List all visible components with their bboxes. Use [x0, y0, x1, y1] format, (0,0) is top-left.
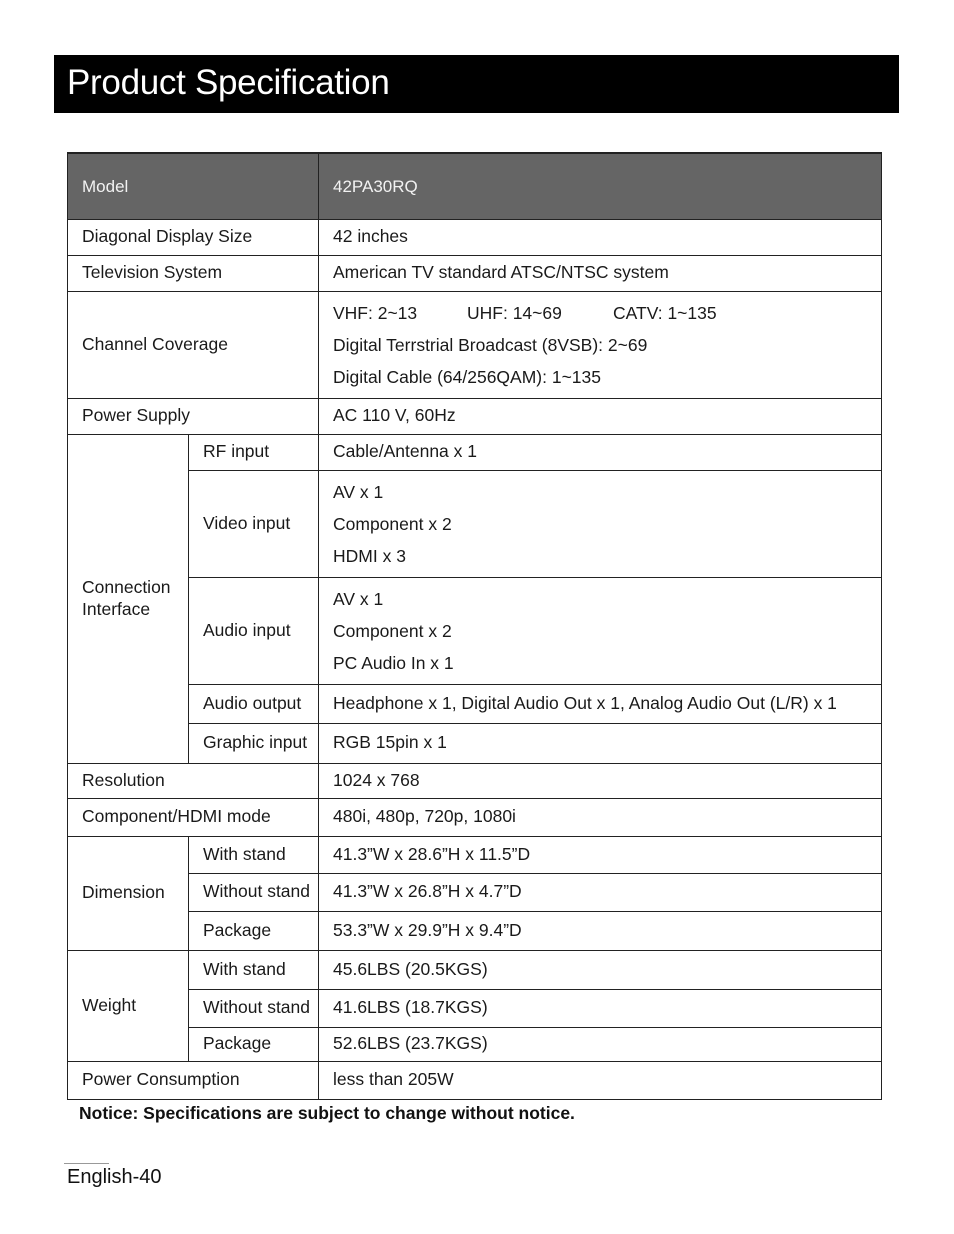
table-row [68, 911, 882, 950]
row-value: 480i, 480p, 720p, 1080i [319, 798, 882, 836]
audio-input-value [319, 577, 882, 684]
sub-label: Audio input [189, 577, 319, 684]
channel-coverage-value [319, 291, 882, 398]
row-label: Channel Coverage [68, 291, 319, 398]
table-row [68, 219, 882, 255]
sub-label: Package [189, 1027, 319, 1061]
sub-label: Audio output [189, 684, 319, 723]
value-line: Component x 2 [333, 513, 452, 534]
table-header-row [68, 153, 882, 219]
row-value: 42 inches [319, 219, 882, 255]
row-value: 1024 x 768 [319, 763, 882, 798]
spec-table [67, 152, 882, 1100]
table-row [68, 763, 882, 798]
table-row [68, 291, 882, 398]
dimension-label: Dimension [68, 836, 189, 950]
connection-interface-label [68, 434, 189, 763]
group-label-line: Connection [82, 576, 171, 597]
table-row [68, 1027, 882, 1061]
row-label: Resolution [68, 763, 319, 798]
row-value: RGB 15pin x 1 [319, 723, 882, 763]
page-number: English-40 [67, 1166, 162, 1188]
digital-cable-value: Digital Cable (64/256QAM): 1~135 [333, 366, 601, 387]
row-value: less than 205W [319, 1061, 882, 1099]
row-label: Power Consumption [68, 1061, 319, 1099]
sub-label: Package [189, 911, 319, 950]
table-row [68, 989, 882, 1027]
table-row [68, 723, 882, 763]
value-line: Component x 2 [333, 620, 452, 641]
value-line: AV x 1 [333, 481, 384, 502]
table-row [68, 1061, 882, 1099]
table-row [68, 873, 882, 911]
footer-divider [64, 1163, 109, 1164]
table-row [68, 577, 882, 684]
table-row [68, 255, 882, 291]
catv-value: CATV: 1~135 [613, 302, 717, 323]
sub-label: With stand [189, 950, 319, 989]
row-value: 41.3”W x 28.6”H x 11.5”D [319, 836, 882, 873]
row-value: 52.6LBS (23.7KGS) [319, 1027, 882, 1061]
value-line: AV x 1 [333, 588, 384, 609]
table-row [68, 684, 882, 723]
table-row [68, 950, 882, 989]
row-value: American TV standard ATSC/NTSC system [319, 255, 882, 291]
vhf-value: VHF: 2~13 [333, 302, 418, 323]
row-value: 41.3”W x 26.8”H x 4.7”D [319, 873, 882, 911]
row-label: Diagonal Display Size [68, 219, 319, 255]
digital-terrestrial-value: Digital Terrstrial Broadcast (8VSB): 2~69 [333, 334, 648, 355]
table-row [68, 398, 882, 434]
row-label: Television System [68, 255, 319, 291]
sub-label: Video input [189, 470, 319, 577]
sub-label: RF input [189, 434, 319, 470]
row-value: Headphone x 1, Digital Audio Out x 1, Analog Audio Out (L/R) x 1 [319, 684, 882, 723]
table-row [68, 470, 882, 577]
weight-label: Weight [68, 950, 189, 1061]
row-value: 41.6LBS (18.7KGS) [319, 989, 882, 1027]
row-label: Power Supply [68, 398, 319, 434]
table-row [68, 836, 882, 873]
table-row [68, 798, 882, 836]
notice-text: Notice: Specifications are subject to change without notice. [79, 1103, 575, 1123]
sub-label: Without stand [189, 873, 319, 911]
table-row [68, 434, 882, 470]
uhf-value: UHF: 14~69 [467, 302, 562, 323]
video-input-value [319, 470, 882, 577]
row-value: AC 110 V, 60Hz [319, 398, 882, 434]
row-value: 45.6LBS (20.5KGS) [319, 950, 882, 989]
row-label: Component/HDMI mode [68, 798, 319, 836]
value-line: HDMI x 3 [333, 545, 406, 566]
value-line: PC Audio In x 1 [333, 652, 454, 673]
row-value: Cable/Antenna x 1 [319, 434, 882, 470]
model-label: Model [68, 153, 319, 219]
row-value: 53.3”W x 29.9”H x 9.4”D [319, 911, 882, 950]
page-title: Product Specification [54, 55, 899, 113]
group-label-line: Interface [82, 598, 151, 619]
model-value: 42PA30RQ [319, 153, 882, 219]
sub-label: Without stand [189, 989, 319, 1027]
sub-label: Graphic input [189, 723, 319, 763]
sub-label: With stand [189, 836, 319, 873]
